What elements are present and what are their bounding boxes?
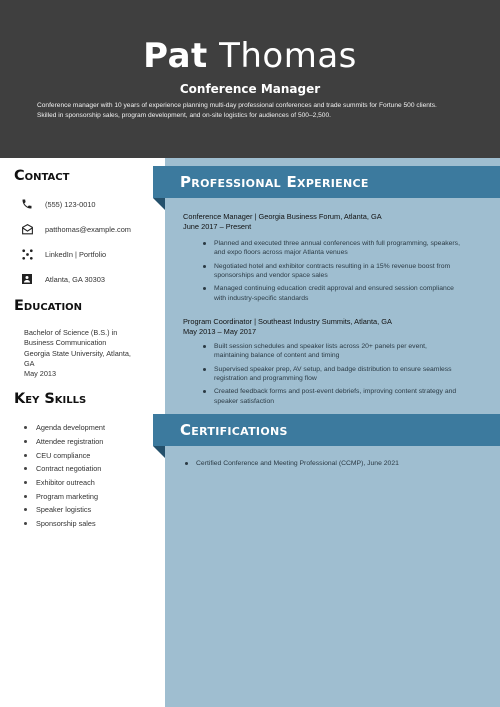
summary-line: Conference manager with 10 years of experience planning multi-day professional conferences and trade summits for Fortune 500 clients. xyxy=(37,102,437,109)
candidate-name xyxy=(0,36,500,76)
job-bullet xyxy=(203,342,488,361)
bullet-line: with industry-specific standards xyxy=(214,294,309,302)
email-icon xyxy=(20,222,34,236)
job-bullet xyxy=(203,365,488,384)
bullet-line: and expo floors across major Atlanta venues xyxy=(214,249,348,257)
bullet-icon xyxy=(24,467,27,470)
certifications-heading: Certifications xyxy=(180,421,288,439)
skill-label: Agenda development xyxy=(36,423,105,433)
job-title: Program Coordinator | Southeast Industry Summits, Atlanta, GA xyxy=(183,317,392,326)
experience-heading: Professional Experience xyxy=(180,173,369,191)
bullet-icon xyxy=(185,462,188,465)
certification-item xyxy=(185,460,485,467)
bullet-line: Built session schedules and speaker lists across 20+ panels per event, xyxy=(214,343,427,350)
job-dates: May 2013 – May 2017 xyxy=(183,327,257,336)
contact-email[interactable] xyxy=(20,221,131,237)
skills-list xyxy=(24,421,105,531)
bullet-line: Planned and executed three annual conferences with full programming, speakers, xyxy=(214,240,460,247)
bullet-line: maintaining balance of content and timing xyxy=(214,352,340,360)
phone-icon xyxy=(20,197,34,211)
degree-line: Business Communication xyxy=(24,338,107,348)
contact-heading: Contact xyxy=(14,168,70,184)
bullet-icon xyxy=(24,522,27,525)
skill-item xyxy=(24,517,105,531)
skill-label: Sponsorship sales xyxy=(36,519,96,529)
resume-header xyxy=(0,0,500,158)
skill-label: Attendee registration xyxy=(36,437,104,447)
skill-label: CEU compliance xyxy=(36,450,91,460)
contact-links[interactable] xyxy=(20,246,106,262)
skill-item xyxy=(24,503,105,517)
skill-item xyxy=(24,421,105,435)
bullet-line: Negotiated hotel and exhibitor contracts resulting in a 15% revenue boost from xyxy=(214,262,451,270)
graduation-date: May 2013 xyxy=(24,369,57,379)
summary-line: Skilled in sponsorship sales, program development, and on-site logistics for audiences of 500–2,500. xyxy=(37,112,331,119)
certification-label: Certified Conference and Meeting Professional (CCMP), June 2021 xyxy=(196,460,399,467)
bullet-icon xyxy=(203,242,206,245)
skill-label: Contract negotiation xyxy=(36,464,102,474)
profile-links[interactable]: LinkedIn | Portfolio xyxy=(45,249,107,259)
bullet-line: Created feedback forms and post-event debriefs, improving content strategy and xyxy=(214,388,457,396)
job-role: Conference Manager xyxy=(179,82,321,96)
link-icon xyxy=(20,247,34,261)
bullet-line: speaker satisfaction xyxy=(214,397,275,405)
job-bullets xyxy=(203,239,488,307)
job-bullet xyxy=(203,239,488,258)
banner-fold xyxy=(153,446,165,458)
experience-banner xyxy=(153,166,500,198)
phone-number: (555) 123-0010 xyxy=(45,199,96,209)
job-bullet xyxy=(203,284,488,303)
job-bullets xyxy=(203,342,488,410)
job-bullet xyxy=(203,387,488,406)
skills-heading: Key Skills xyxy=(14,391,87,407)
education-entry xyxy=(24,328,152,379)
skill-item xyxy=(24,448,105,462)
bullet-line: Supervised speaker prep, AV setup, and badge distribution to ensure seamless xyxy=(214,365,452,373)
bullet-icon xyxy=(24,454,27,457)
skill-item xyxy=(24,489,105,503)
bullet-line: Managed continuing education credit approval and ensured session compliance xyxy=(214,285,454,293)
bullet-icon xyxy=(24,508,27,511)
location-text: Atlanta, GA 30303 xyxy=(45,274,105,284)
contact-phone xyxy=(20,196,96,212)
skill-item xyxy=(24,462,105,476)
bullet-icon xyxy=(203,345,206,348)
banner-fold xyxy=(153,198,165,210)
degree-line: Bachelor of Science (B.S.) in xyxy=(24,328,118,337)
skill-item xyxy=(24,476,105,490)
bullet-icon xyxy=(24,495,27,498)
bullet-line: sponsorships and vendor space sales xyxy=(214,272,328,280)
skill-label: Program marketing xyxy=(36,491,99,501)
skill-item xyxy=(24,435,105,449)
job-title: Conference Manager | Georgia Business Forum, Atlanta, GA xyxy=(183,212,382,221)
job-bullet xyxy=(203,262,488,281)
last-name: Thomas xyxy=(219,36,357,76)
skill-label: Speaker logistics xyxy=(36,505,92,515)
first-name: Pat xyxy=(143,36,208,76)
school-line: GA xyxy=(24,358,35,368)
bullet-icon xyxy=(203,368,206,371)
contact-location xyxy=(20,271,105,287)
location-icon xyxy=(20,272,34,286)
bullet-icon xyxy=(203,390,206,393)
bullet-icon xyxy=(24,426,27,429)
email-address[interactable]: patthomas@example.com xyxy=(45,224,131,234)
bullet-line: registration and programming flow xyxy=(214,375,317,383)
job-dates: June 2017 – Present xyxy=(183,222,252,231)
bullet-icon xyxy=(24,440,27,443)
bullet-icon xyxy=(203,287,206,290)
certifications-banner xyxy=(153,414,500,446)
summary xyxy=(37,101,477,121)
skill-label: Exhibitor outreach xyxy=(36,478,95,488)
bullet-icon xyxy=(24,481,27,484)
education-heading: Education xyxy=(14,298,83,314)
bullet-icon xyxy=(203,265,206,268)
school-line: Georgia State University, Atlanta, xyxy=(24,348,131,358)
